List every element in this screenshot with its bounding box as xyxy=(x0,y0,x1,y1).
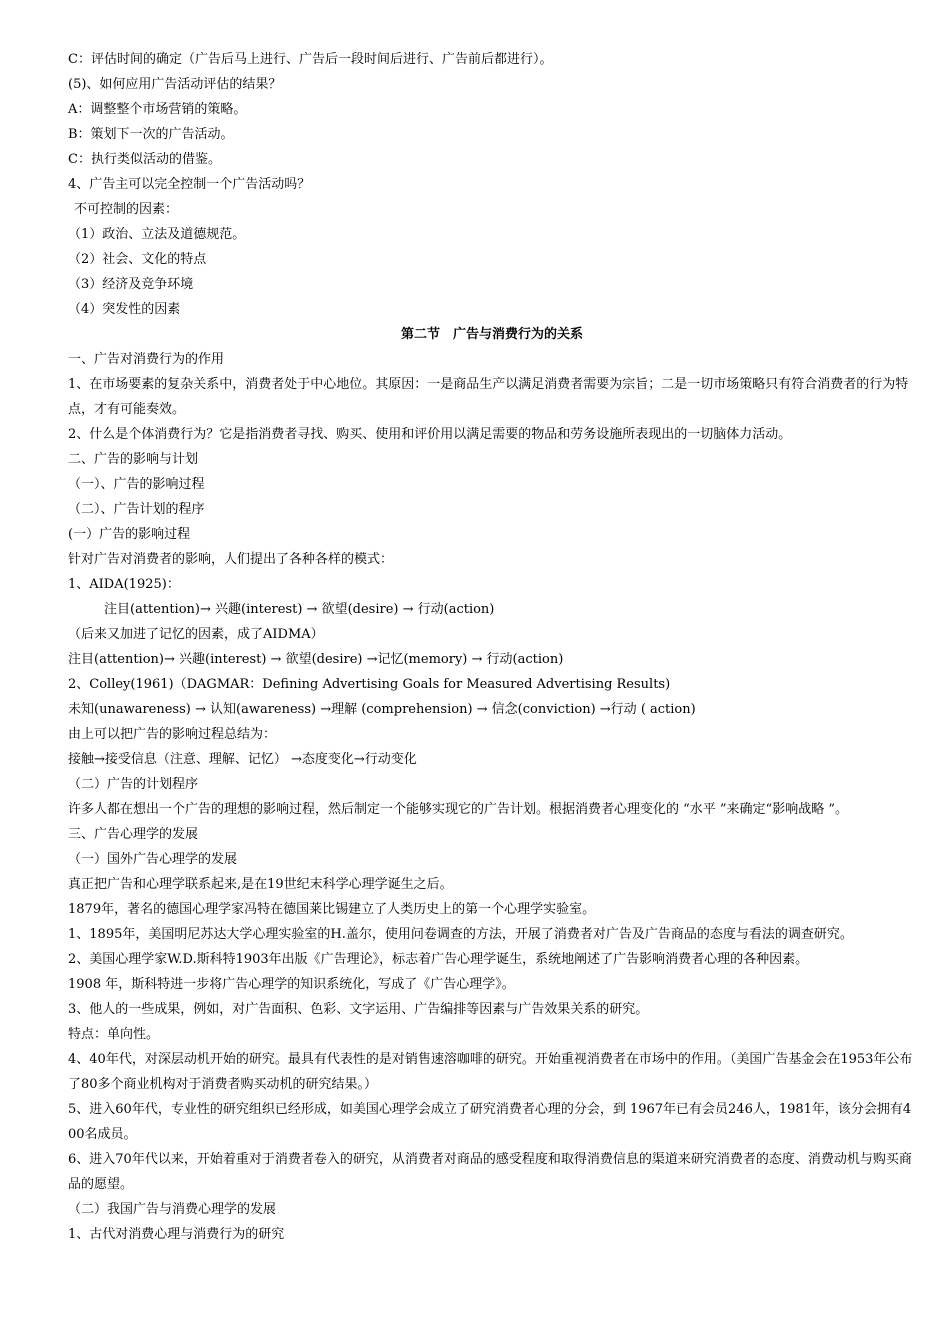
text-line: （一）国外广告心理学的发展 xyxy=(68,852,238,867)
text-line: 注目(attention)→ 兴趣(interest) → 欲望(desire) → 行动(action) xyxy=(104,602,495,617)
text-line: 接触→接受信息（注意、理解、记忆） →态度变化→行动变化 xyxy=(68,752,417,767)
paragraph: 5、进入60年代，专业性的研究组织已经形成，如美国心理学会成立了研究消费者心理的分会，到 1967年已有会员246人，1981年，该分会拥有400名成员。 xyxy=(68,1102,912,1142)
text-line: 1908 年，斯科特进一步将广告心理学的知识系统化，写成了《广告心理学》。 xyxy=(68,977,515,992)
text-line: B：策划下一次的广告活动。 xyxy=(68,127,234,142)
paragraph: 1、1895年，美国明尼苏达大学心理实验室的H.盖尔，使用问卷调查的方法，开展了消费者对广告及广告商品的态度与看法的调查研究。 xyxy=(68,927,853,942)
paragraph: 许多人都在想出一个广告的理想的影响过程，然后制定一个能够实现它的广告计划。根据消费者心理变化的 “水平 ”来确定“影响战略 ”。 xyxy=(68,802,848,817)
document-page xyxy=(68,47,916,1247)
text-line: 2、Colley(1961)（DAGMAR：Defining Advertising Goals for Measured Advertising Results) xyxy=(68,677,671,692)
text-line: （一）、广告的影响过程 xyxy=(68,477,205,492)
text-line: (一）广告的影响过程 xyxy=(68,527,191,542)
paragraph: 4、40年代，对深层动机开始的研究。最具有代表性的是对销售速溶咖啡的研究。开始重视消费者在市场中的作用。（美国广告基金会在1953年公布了80多个商业机构对于消费者购买动机的研究结果。） xyxy=(68,1052,913,1092)
text-line: 二、广告的影响与计划 xyxy=(68,452,199,467)
text-line: 2、什么是个体消费行为？它是指消费者寻找、购买、使用和评价用以满足需要的物品和劳务设施所表现出的一切脑体力活动。 xyxy=(68,427,792,442)
text-line: 未知(unawareness) → 认知(awareness) →理解 (comprehension) → 信念(conviction) →行动 ( action) xyxy=(68,702,696,717)
text-line: 4、广告主可以完全控制一个广告活动吗？ xyxy=(68,177,311,192)
text-line: （后来又加进了记忆的因素，成了AIDMA） xyxy=(68,627,324,642)
text-line: 1879年，著名的德国心理学家冯特在德国莱比锡建立了人类历史上的第一个心理学实验室。 xyxy=(68,902,596,917)
text-line: （3）经济及竞争环境 xyxy=(68,277,194,292)
text-line: A：调整整个市场营销的策略。 xyxy=(68,102,247,117)
paragraph: 2、美国心理学家W.D.斯科特1903年出版《广告理论》，标志着广告心理学诞生，系统地阐述了广告影响消费者心理的各种因素。 xyxy=(68,952,809,967)
text-line: C：执行类似活动的借鉴。 xyxy=(68,152,221,167)
text-line: （2）社会、文化的特点 xyxy=(68,252,207,267)
text-line: （二）、广告计划的程序 xyxy=(68,502,205,517)
text-line: 注目(attention)→ 兴趣(interest) → 欲望(desire) →记忆(memory) → 行动(action) xyxy=(68,652,564,667)
text-line: 3、他人的一些成果，例如，对广告面积、色彩、文字运用、广告编排等因素与广告效果关系的研究。 xyxy=(68,1002,649,1017)
text-line: 三、广告心理学的发展 xyxy=(68,827,199,842)
text-line: 真正把广告和心理学联系起来,是在19世纪末科学心理学诞生之后。 xyxy=(68,877,453,892)
text-line: （二）我国广告与消费心理学的发展 xyxy=(68,1202,277,1217)
text-line: （4）突发性的因素 xyxy=(68,302,181,317)
section-title: 第二节 广告与消费行为的关系 xyxy=(400,327,583,342)
text-line: 针对广告对消费者的影响，人们提出了各种各样的模式： xyxy=(68,552,394,567)
text-line: 由上可以把广告的影响过程总结为： xyxy=(68,727,277,742)
text-line: 1、AIDA(1925)： xyxy=(68,577,180,592)
text-line: 不可控制的因素： xyxy=(74,202,179,217)
text-line: 特点：单向性。 xyxy=(68,1027,160,1042)
text-line: （1）政治、立法及道德规范。 xyxy=(68,227,246,242)
text-line: C：评估时间的确定（广告后马上进行、广告后一段时间后进行、广告前后都进行）。 xyxy=(68,52,553,67)
text-line: （二）广告的计划程序 xyxy=(68,777,199,792)
text-line: 一、广告对消费行为的作用 xyxy=(68,352,225,367)
paragraph: 1、在市场要素的复杂关系中，消费者处于中心地位。其原因：一是商品生产以满足消费者需要为宗旨；二是一切市场策略只有符合消费者的行为特点，才有可能奏效。 xyxy=(68,377,909,417)
paragraph: 6、进入70年代以来，开始着重对于消费者卷入的研究，从消费者对商品的感受程度和取得消费信息的渠道来研究消费者的态度、消费动机与购买商品的愿望。 xyxy=(68,1152,912,1192)
text-line: (5)、如何应用广告活动评估的结果？ xyxy=(68,77,282,92)
text-line: 1、古代对消费心理与消费行为的研究 xyxy=(68,1227,285,1242)
